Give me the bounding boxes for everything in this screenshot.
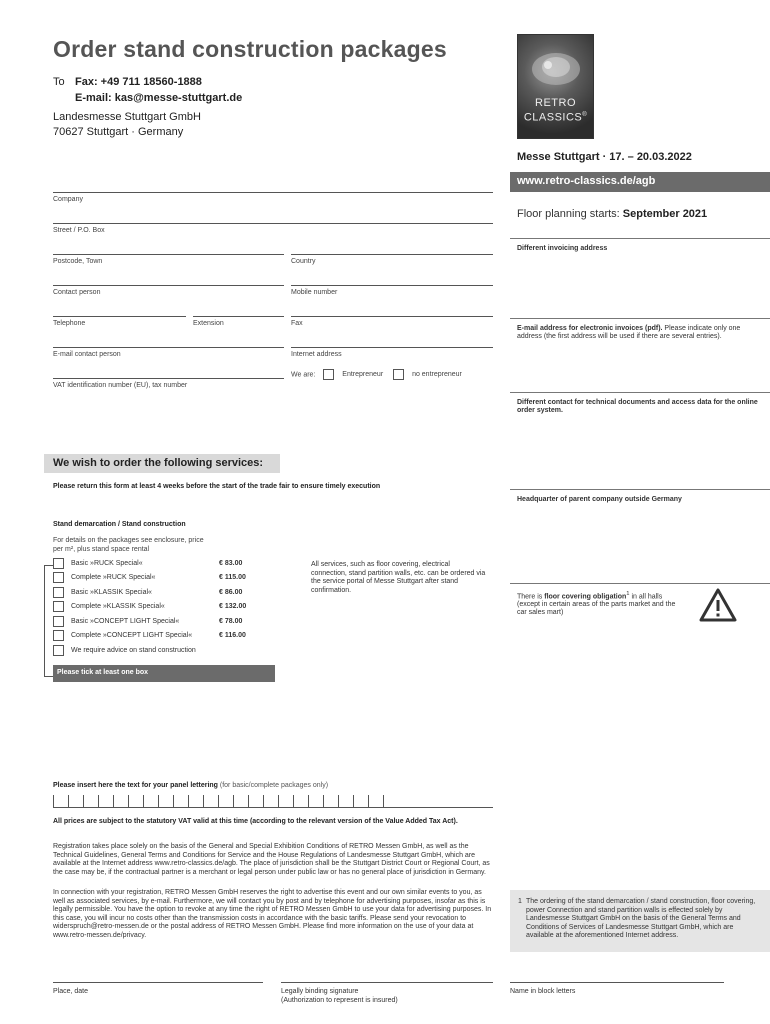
package-checkbox[interactable] bbox=[53, 587, 64, 598]
package-row[interactable]: Complete »RUCK Special« € 115.00 bbox=[53, 572, 263, 586]
telephone-field[interactable]: Telephone bbox=[53, 316, 186, 327]
entrepreneur-choice: We are: Entrepreneur no entrepreneur bbox=[291, 369, 462, 380]
package-checkbox[interactable] bbox=[53, 572, 64, 583]
event-url[interactable]: www.retro-classics.de/agb bbox=[510, 172, 770, 192]
postcode-field[interactable]: Postcode, Town bbox=[53, 254, 284, 265]
package-checkbox[interactable] bbox=[53, 601, 64, 612]
einvoice-box[interactable]: E-mail address for electronic invoices (pdf). Please indicate only one address (the first address will be used if there are several entries). bbox=[510, 318, 770, 392]
package-row[interactable]: Basic »RUCK Special« € 83.00 bbox=[53, 558, 263, 572]
street-field[interactable]: Street / P.O. Box bbox=[53, 223, 493, 234]
privacy-paragraph: In connection with your registration, RETRO Messen GmbH reserves the right to advertise this event and our own similar events to you, as well as associated services, by e-mail. Furthermore, we will contact you by post and by telephone for advertising purposes, insofar as this is legally permissible. You have the option to revoke at any time the right of RETRO Messen GmbH to use your data for advertising purposes. In this case, you will incur no costs other than the transmission costs in accordance with the basic tariffs. Please send your revocation to widerspruch@retro-messen.de or the postal address of RETRO Messen GmbH. Please find more information on the use of your data at www.retro-messen.de/privacy. bbox=[53, 889, 492, 939]
package-checkbox[interactable] bbox=[53, 630, 64, 641]
car-silhouette-icon bbox=[518, 35, 594, 95]
signature-field[interactable]: Legally binding signature (Authorization to represent is insured) bbox=[281, 982, 493, 1005]
lettering-label: Please insert here the text for your panel lettering (for basic/complete packages only) bbox=[53, 782, 329, 789]
fax-field[interactable]: Fax bbox=[291, 316, 493, 327]
retro-classics-logo bbox=[517, 34, 594, 139]
warning-icon bbox=[698, 587, 738, 623]
advice-checkbox[interactable] bbox=[53, 645, 64, 656]
package-checkbox[interactable] bbox=[53, 616, 64, 627]
package-row[interactable]: Basic »CONCEPT LIGHT Special« € 78.00 bbox=[53, 616, 263, 630]
tick-note: Please tick at least one box bbox=[53, 665, 275, 682]
services-heading: We wish to order the following services: bbox=[44, 454, 280, 473]
country-field[interactable]: Country bbox=[291, 254, 493, 265]
email-contact-field[interactable]: E-mail contact person bbox=[53, 347, 284, 358]
extension-field[interactable]: Extension bbox=[193, 316, 284, 327]
headquarter-box[interactable]: Headquarter of parent company outside Germany bbox=[510, 489, 770, 583]
vat-note: All prices are subject to the statutory VAT valid at this time (according to the relevant version of the Value Added Tax Act). bbox=[53, 818, 458, 825]
lettering-input[interactable] bbox=[53, 794, 493, 808]
address-line-2: 70627 Stuttgart · Germany bbox=[53, 126, 184, 138]
stand-heading: Stand demarcation / Stand construction bbox=[53, 521, 186, 528]
technical-contact-box[interactable]: Different contact for technical documents and access data for the online order system. bbox=[510, 392, 770, 489]
event-dates: Messe Stuttgart · 17. – 20.03.2022 bbox=[517, 151, 692, 163]
block-letters-field[interactable]: Name in block letters bbox=[510, 982, 724, 996]
mobile-field[interactable]: Mobile number bbox=[291, 285, 493, 296]
return-note: Please return this form at least 4 weeks before the start of the trade fair to ensure timely execution bbox=[53, 483, 381, 490]
floor-covering-box: There is floor covering obligation$^1$ in all halls (except in certain areas of the parts market and the car sales mart) bbox=[510, 583, 770, 643]
package-row[interactable]: Complete »CONCEPT LIGHT Special« € 116.00 bbox=[53, 630, 263, 644]
place-date-field[interactable]: Place, date bbox=[53, 982, 263, 996]
email-address: E-mail: kas@messe-stuttgart.de bbox=[75, 92, 243, 104]
invoice-address-box[interactable]: Different invoicing address bbox=[510, 238, 770, 318]
fax-number: Fax: +49 711 18560-1888 bbox=[75, 76, 202, 88]
packages-bracket bbox=[44, 565, 53, 677]
package-row[interactable]: Basic »KLASSIK Special« € 86.00 bbox=[53, 587, 263, 601]
contact-person-field[interactable]: Contact person bbox=[53, 285, 284, 296]
all-services-note: All services, such as floor covering, electrical connection, stand partition walls, etc. can be ordered via the service portal of Messe Stuttgart after stand confirmation. bbox=[311, 561, 486, 594]
no-entrepreneur-checkbox[interactable] bbox=[393, 369, 404, 380]
vat-field[interactable]: VAT identification number (EU), tax number bbox=[53, 378, 284, 389]
to-label: To bbox=[53, 76, 65, 88]
internet-field[interactable]: Internet address bbox=[291, 347, 493, 358]
advice-row[interactable]: We require advice on stand construction bbox=[53, 645, 263, 659]
page-title: Order stand construction packages bbox=[53, 36, 447, 62]
company-field[interactable]: Company bbox=[53, 192, 493, 203]
footnote-box: 1 The ordering of the stand demarcation / stand construction, floor covering, power Connection and stand partition walls is effected solely by Landesmesse Stuttgart GmbH on the basis of the General Terms and Conditions of Services of Landesmesse Stuttgart GmbH, which are available at the aforementioned Internet address. bbox=[510, 890, 770, 952]
logo-text: RETRO CLASSICS® bbox=[523, 97, 588, 124]
details-note: For details on the packages see enclosure, price per m², plus stand space rental bbox=[53, 537, 204, 553]
package-checkbox[interactable] bbox=[53, 558, 64, 569]
entrepreneur-checkbox[interactable] bbox=[323, 369, 334, 380]
floor-planning: Floor planning starts: September 2021 bbox=[517, 208, 708, 220]
jurisdiction-paragraph: Registration takes place solely on the basis of the General and Special Exhibition Conditions of RETRO Messen GmbH, as well as the Technical Guidelines, General Terms and Conditions for Service and the House Regulations of Landesmesse Stuttgart GmbH, which are available at the Internet address www.retro-classics.de/agb. The place of jurisdiction shall be the Stuttgart District Court or Regional Court, as the case may be, if the contractual partner is a merchant or legal person under public law or has no general place of jurisdiction in Germany. bbox=[53, 843, 490, 876]
address-line-1: Landesmesse Stuttgart GmbH bbox=[53, 111, 201, 123]
package-row[interactable]: Complete »KLASSIK Special« € 132.00 bbox=[53, 601, 263, 615]
